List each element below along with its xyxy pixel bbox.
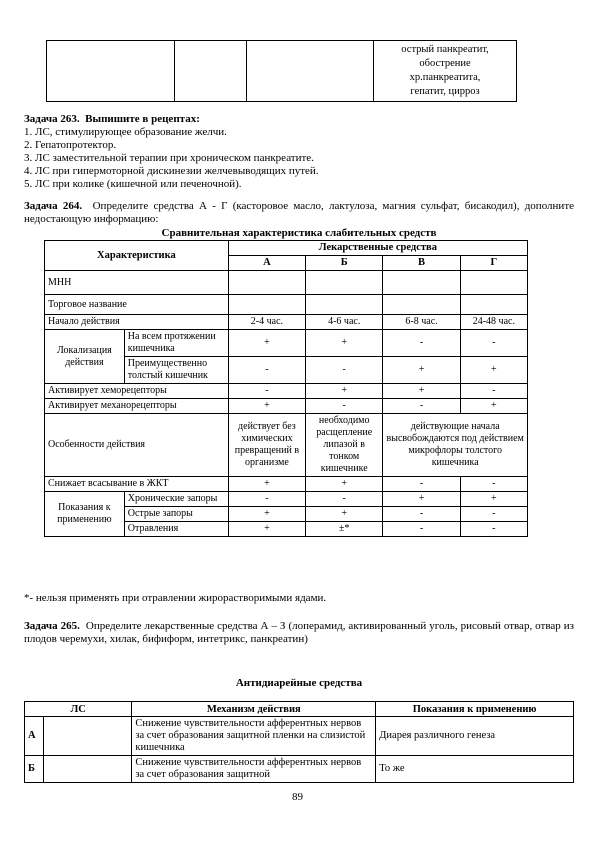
table-cell: необходимо расщепление липазой в тонком кишечнике bbox=[306, 414, 383, 477]
cell-line: хр.панкреатита, bbox=[409, 72, 481, 83]
table-cell: + bbox=[306, 477, 383, 492]
table-cell: - bbox=[383, 477, 460, 492]
table-cell: - bbox=[460, 330, 527, 357]
header-characteristic: Характеристика bbox=[45, 241, 229, 271]
row-label: Локализация действия bbox=[45, 330, 125, 384]
list-item: 1. ЛС, стимулирующее образование желчи. bbox=[24, 126, 227, 138]
col-header: Показания к применению bbox=[376, 702, 574, 717]
table-cell: ±* bbox=[306, 522, 383, 537]
table-cell bbox=[383, 295, 460, 315]
table-cell: - bbox=[460, 522, 527, 537]
col-header: ЛС bbox=[25, 702, 132, 717]
col-header: Б bbox=[306, 256, 383, 271]
table-cell bbox=[228, 271, 305, 295]
table-cell bbox=[44, 717, 132, 756]
table-cell bbox=[306, 295, 383, 315]
row-sublabel: Хронические запоры bbox=[124, 492, 228, 507]
table-cell: - bbox=[228, 384, 305, 399]
table-cell bbox=[374, 41, 517, 102]
task-text: Определите средства А - Г (касторовое масло, лактулоза, магния сульфат, бисакодил), дополните недостающую информацию: bbox=[24, 200, 575, 225]
table-row bbox=[45, 477, 528, 492]
list-item: 2. Гепатопротектор. bbox=[24, 139, 117, 151]
row-label: Активирует хеморецепторы bbox=[45, 384, 229, 399]
table-cell: + bbox=[306, 330, 383, 357]
table-cell: Снижение чувствительности афферентных нервов за счет образования защитной bbox=[132, 756, 376, 783]
col-header: А bbox=[228, 256, 305, 271]
table-cell bbox=[306, 271, 383, 295]
table-cell: - bbox=[383, 399, 460, 414]
table-row bbox=[45, 315, 528, 330]
table-cell: + bbox=[383, 384, 460, 399]
table-cell bbox=[47, 41, 175, 102]
antidiarrheal-table bbox=[24, 701, 574, 783]
table-cell: - bbox=[306, 357, 383, 384]
table-cell: - bbox=[306, 399, 383, 414]
table-cell: + bbox=[228, 399, 305, 414]
task-heading: Задача 265. bbox=[24, 620, 80, 632]
table-cell bbox=[383, 271, 460, 295]
table-cell: + bbox=[228, 477, 305, 492]
list-item: 5. ЛС при колике (кишечной или печеночной). bbox=[24, 178, 242, 190]
table-cell: 24-48 час. bbox=[460, 315, 527, 330]
col-header: Г bbox=[460, 256, 527, 271]
col-header: Механизм действия bbox=[132, 702, 376, 717]
row-sublabel: На всем протяжении кишечника bbox=[124, 330, 228, 357]
page-number: 89 bbox=[292, 791, 303, 803]
table-row bbox=[45, 241, 528, 256]
table-cell: + bbox=[460, 399, 527, 414]
row-label: Активирует механорецепторы bbox=[45, 399, 229, 414]
table-title: Антидиарейные средства bbox=[235, 677, 363, 689]
row-sublabel: Отравления bbox=[124, 522, 228, 537]
row-label: Начало действия bbox=[45, 315, 229, 330]
row-label: Показания к применению bbox=[45, 492, 125, 537]
table-cell: + bbox=[306, 384, 383, 399]
task-265 bbox=[24, 620, 574, 646]
table-row bbox=[45, 399, 528, 414]
table-cell: 2-4 час. bbox=[228, 315, 305, 330]
table-cell: + bbox=[460, 492, 527, 507]
table-cell: 6-8 час. bbox=[383, 315, 460, 330]
table-cell: + bbox=[228, 330, 305, 357]
table-cell: - bbox=[228, 357, 305, 384]
row-letter: Б bbox=[25, 756, 44, 783]
task-263 bbox=[24, 113, 574, 191]
table-row bbox=[45, 330, 528, 357]
list-item: 4. ЛС при гипермоторной дискинезии желчевыводящих путей. bbox=[24, 165, 319, 177]
table-row bbox=[45, 271, 528, 295]
table-cell: + bbox=[383, 357, 460, 384]
table-row bbox=[45, 414, 528, 477]
table-cell: То же bbox=[376, 756, 574, 783]
row-letter: А bbox=[25, 717, 44, 756]
table-cell: - bbox=[228, 492, 305, 507]
col-header: В bbox=[383, 256, 460, 271]
table-cell bbox=[44, 756, 132, 783]
table-cell: + bbox=[228, 522, 305, 537]
continuation-table bbox=[46, 40, 517, 102]
table-cell: действует без химических превращений в организме bbox=[228, 414, 305, 477]
row-label: Особенности действия bbox=[45, 414, 229, 477]
row-label: Торговое название bbox=[45, 295, 229, 315]
table-row bbox=[25, 702, 574, 717]
header-drugs: Лекарственные средства bbox=[228, 241, 527, 256]
laxatives-comparison-table bbox=[44, 240, 528, 537]
task-text: Определите лекарственные средства А – З (лоперамид, активированный уголь, рисовый отвар, отвар из плодов черемухи, хилак, бифиформ, интетрикс, панкреатин) bbox=[24, 620, 575, 645]
table-cell: - bbox=[460, 507, 527, 522]
table-row bbox=[47, 41, 517, 102]
row-sublabel: Преимущественно толстый кишечник bbox=[124, 357, 228, 384]
table-cell: + bbox=[383, 492, 460, 507]
table-cell: - bbox=[383, 522, 460, 537]
table-cell: + bbox=[460, 357, 527, 384]
table-cell: - bbox=[460, 384, 527, 399]
footnote: *- нельзя применять при отравлении жирорастворимыми ядами. bbox=[24, 592, 327, 604]
row-sublabel: Острые запоры bbox=[124, 507, 228, 522]
table-cell bbox=[460, 271, 527, 295]
row-label: Снижает всасывание в ЖКТ bbox=[45, 477, 229, 492]
cell-line: гепатит, цирроз bbox=[410, 86, 480, 97]
task-heading: Задача 263. Выпишите в рецептах: bbox=[24, 113, 200, 125]
table-row bbox=[25, 717, 574, 756]
table-title: Сравнительная характеристика слабительных средств bbox=[161, 227, 437, 239]
row-label: МНН bbox=[45, 271, 229, 295]
list-item: 3. ЛС заместительной терапии при хроническом панкреатите. bbox=[24, 152, 314, 164]
cell-line: острый панкреатит, bbox=[401, 44, 489, 55]
table-cell: 4-6 час. bbox=[306, 315, 383, 330]
table-cell bbox=[174, 41, 246, 102]
table-cell: - bbox=[383, 330, 460, 357]
cell-line: обострение bbox=[419, 58, 471, 69]
table-row bbox=[45, 384, 528, 399]
table-row bbox=[45, 295, 528, 315]
table-cell: - bbox=[383, 507, 460, 522]
task-264 bbox=[24, 200, 574, 226]
table-cell: Снижение чувствительности афферентных нервов за счет образования защитной пленки на слизистой кишечника bbox=[132, 717, 376, 756]
table-cell bbox=[246, 41, 374, 102]
table-cell: + bbox=[228, 507, 305, 522]
table-cell: - bbox=[306, 492, 383, 507]
table-cell: + bbox=[306, 507, 383, 522]
table-cell: - bbox=[460, 477, 527, 492]
task-heading: Задача 264. bbox=[24, 200, 83, 212]
table-row bbox=[45, 492, 528, 507]
table-cell: Диарея различного генеза bbox=[376, 717, 574, 756]
table-row bbox=[25, 756, 574, 783]
table-cell: действующие начала высвобождаются под действием микрофлоры толстого кишечника bbox=[383, 414, 528, 477]
table-cell bbox=[460, 295, 527, 315]
table-cell bbox=[228, 295, 305, 315]
